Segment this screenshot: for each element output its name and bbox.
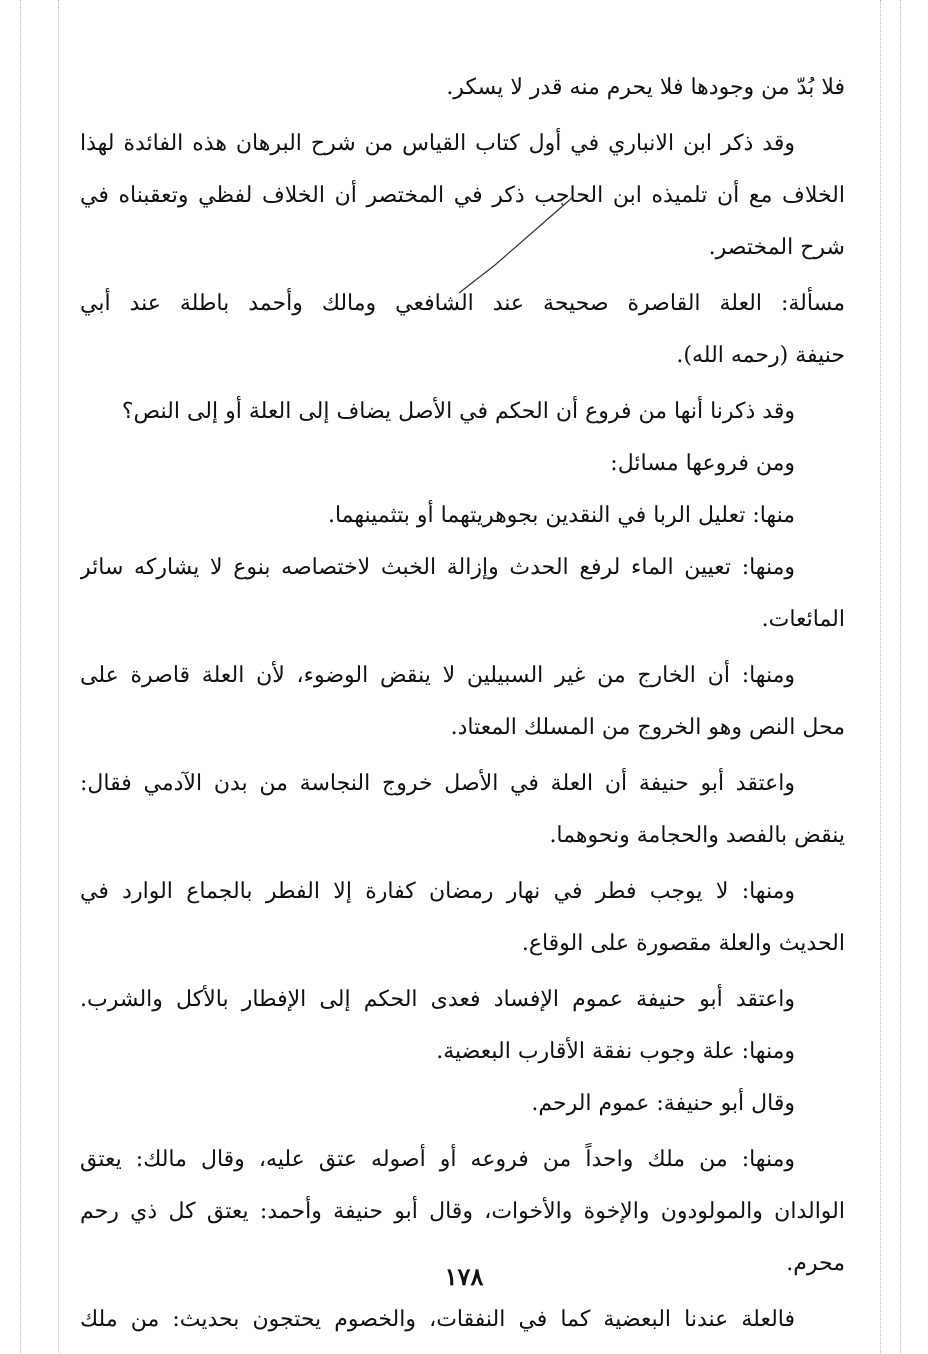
text-line: واعتقد أبو حنيفة أن العلة في الأصل خروج النجاسة من بدن الآدمي فقال: — [80, 771, 795, 796]
body-text — [80, 62, 845, 1346]
text-line: حنيفة (رحمه الله). — [676, 343, 845, 368]
text-line: ومنها: علة وجوب نفقة الأقارب البعضية. — [436, 1039, 795, 1064]
text-line: وقد ذكرنا أنها من فروع أن الحكم في الأصل يضاف إلى العلة أو إلى النص؟ — [121, 399, 795, 424]
text-line: ومنها: لا يوجب فطر في نهار رمضان كفارة إلا الفطر بالجماع الوارد في — [80, 879, 795, 904]
text-line: مسألة: العلة القاصرة صحيحة عند الشافعي ومالك وأحمد باطلة عند أبي — [80, 291, 845, 316]
text-line: فلا بُدّ من وجودها فلا يحرم منه قدر لا يسكر. — [446, 75, 845, 100]
text-line: منها: تعليل الربا في النقدين بجوهريتهما أو بتثمينهما. — [327, 503, 795, 528]
text-line: الخلاف مع أن تلميذه ابن الحاجب ذكر في المختصر أن الخلاف لفظي وتعقبناه في — [80, 183, 845, 208]
text-line: فالعلة عندنا البعضية كما في النفقات، والخصوم يحتجون بحديث: من ملك — [80, 1307, 795, 1332]
text-line: واعتقد أبو حنيفة عموم الإفساد فعدى الحكم إلى الإفطار بالأكل والشرب. — [80, 987, 796, 1012]
text-line: وقد ذكر ابن الانباري في أول كتاب القياس من شرح البرهان هذه الفائدة لهذا — [80, 131, 795, 156]
text-line: محرم. — [786, 1251, 845, 1276]
page-number: ١٧٨ — [444, 1262, 484, 1291]
text-line: الحديث والعلة مقصورة على الوقاع. — [521, 931, 845, 956]
margin-rule-left-inner — [58, 0, 59, 1354]
text-line: محل النص وهو الخروج من المسلك المعتاد. — [450, 715, 845, 740]
text-line: شرح المختصر. — [708, 235, 845, 260]
text-line: ينقض بالفصد والحجامة ونحوهما. — [549, 823, 845, 848]
text-line: الوالدان والمولودون والإخوة والأخوات، وقال أبو حنيفة وأحمد: يعتق كل ذي رحم — [80, 1199, 845, 1224]
margin-rule-left-outer — [20, 0, 21, 1354]
text-line: وقال أبو حنيفة: عموم الرحم. — [531, 1091, 795, 1116]
text-line: ومنها: أن الخارج من غير السبيلين لا ينقض الوضوء، لأن العلة قاصرة على — [80, 663, 795, 688]
text-line: ومنها: تعيين الماء لرفع الحدث وإزالة الخبث لاختصاصه بنوع لا يشاركه سائر — [80, 555, 795, 580]
text-line: المائعات. — [761, 607, 845, 632]
margin-rule-right-outer — [900, 0, 901, 1354]
text-line: ومنها: من ملك واحداً من فروعه أو أصوله عتق عليه، وقال مالك: يعتق — [80, 1147, 795, 1172]
text-line: ومن فروعها مسائل: — [610, 451, 795, 476]
margin-rule-right-inner — [880, 0, 881, 1354]
